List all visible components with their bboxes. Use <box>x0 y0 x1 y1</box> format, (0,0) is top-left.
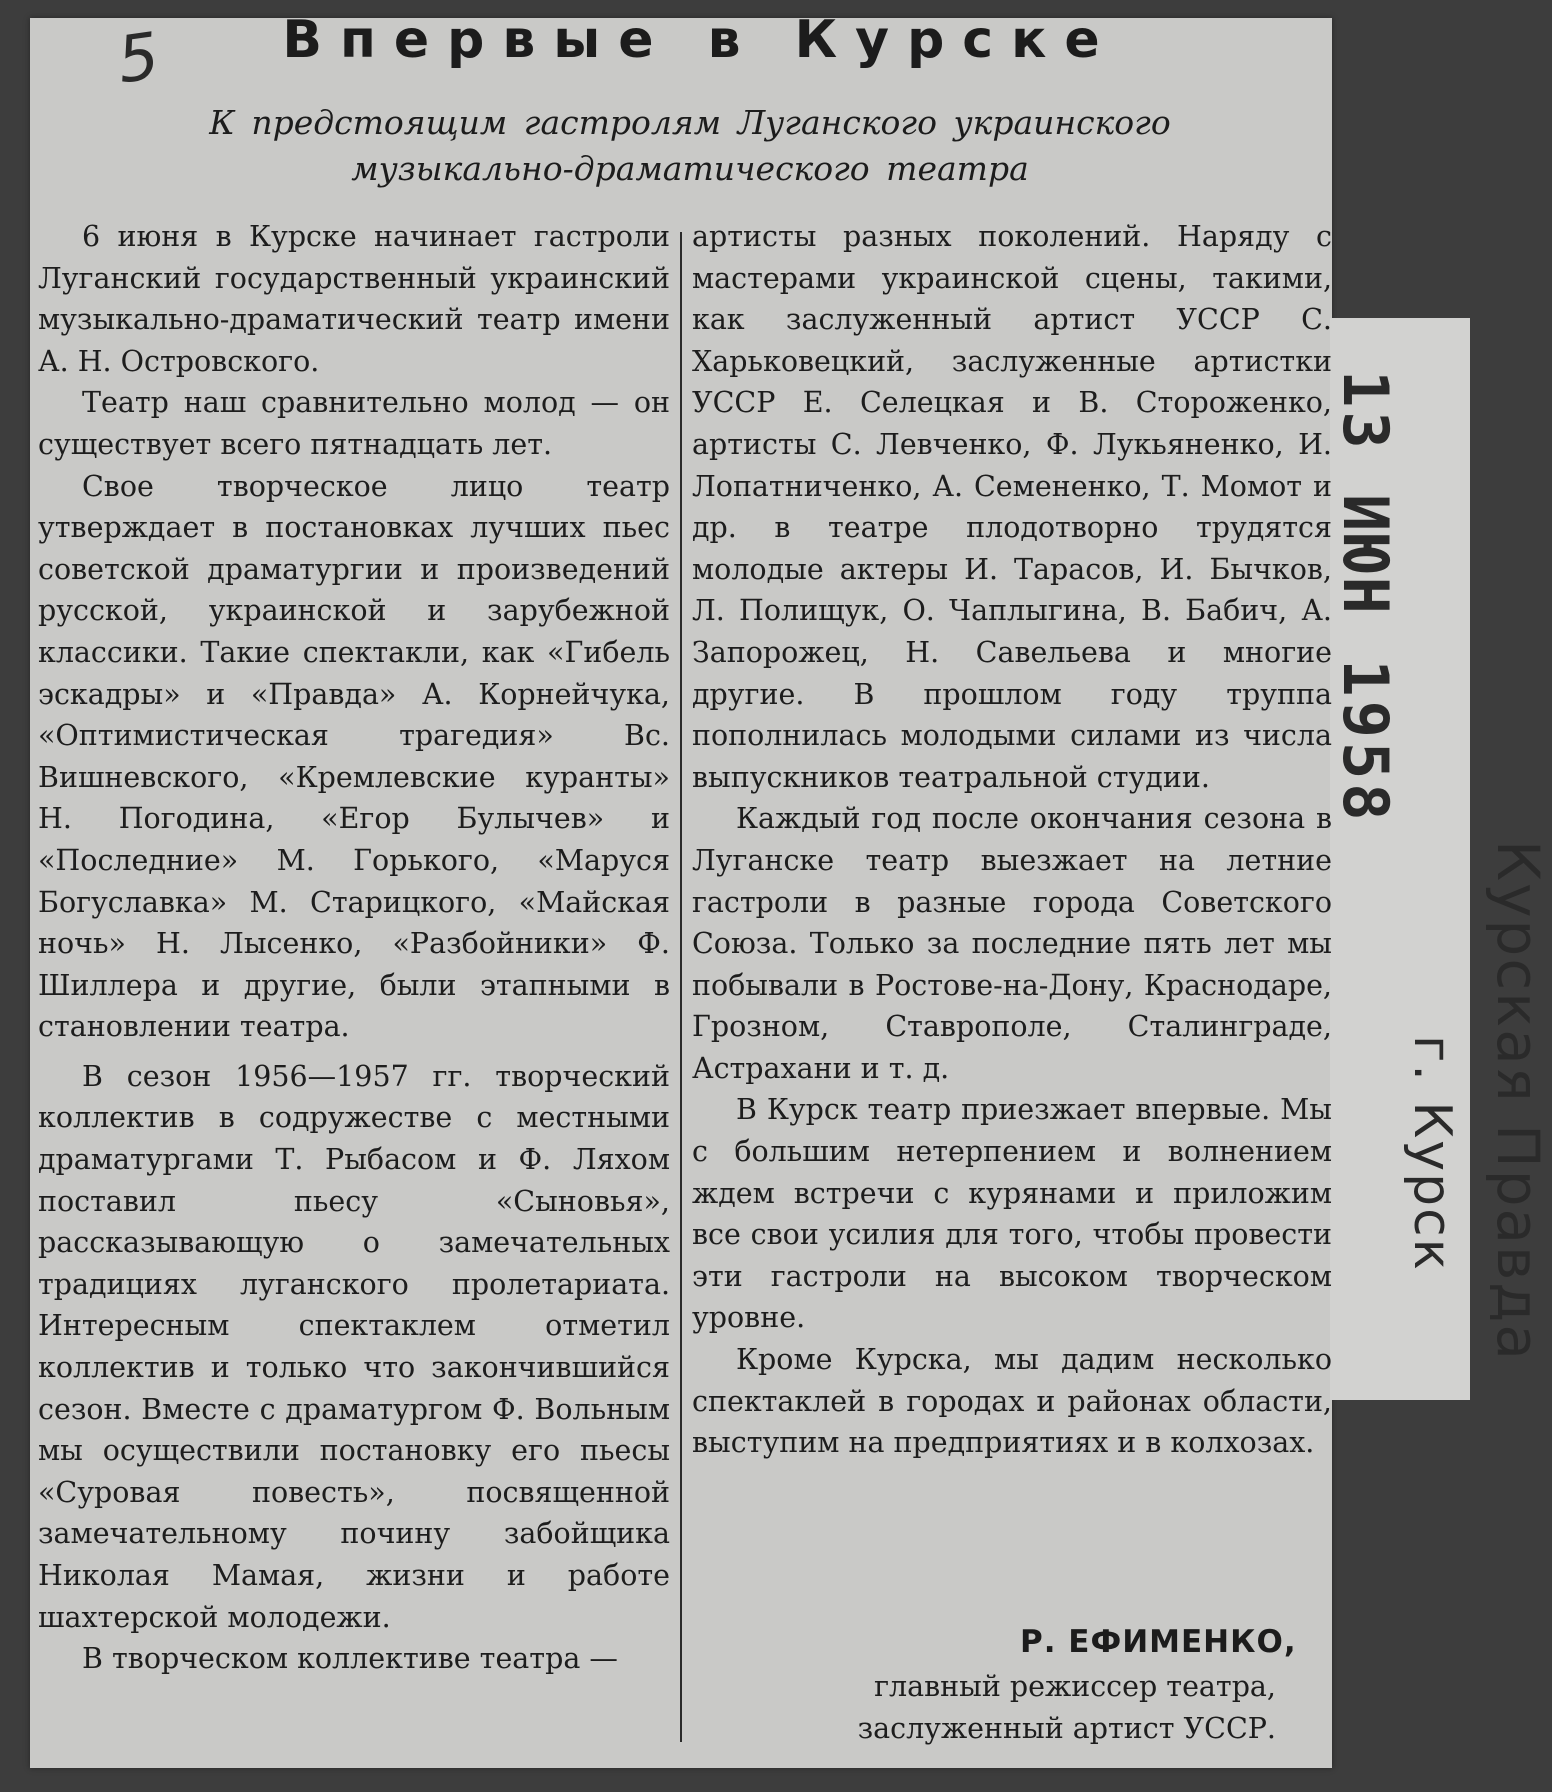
author-role-line-1: главный режиссер театра, <box>874 1670 1276 1703</box>
right-paragraph: Каждый год после окончания сезона в Луганске театр выезжает на летние гастроли в разные города Советского Союза. Только за последние пять лет мы побывали в Ростове-на-Дону, Краснодаре, Грозном, Ставрополе, Сталинграде, Астрахани и т. д. <box>692 802 1332 1085</box>
right-paragraph: Кроме Курска, мы дадим несколько спектаклей в городах и районах области, выступим на предприятиях и в колхозах. <box>692 1343 1332 1460</box>
date-stamp: 13 ИЮН 1958 <box>1329 370 1402 825</box>
right-column <box>692 216 1332 1464</box>
left-column <box>38 216 670 1680</box>
left-paragraph: Свое творческое лицо театр утверждает в постановках лучших пьес советской драматургии и произведений русской, украинской и зарубежной классики. Такие спектакли, как «Гибель эскадры» и «Правда» А. Корнейчука, «Оптимистическая трагедия» Вс. Вишневского, «Кремлевские куранты» Н. Погодина, «Егор Булычев» и «Последние» М. Горького, «Маруся Богуславка» М. Старицкого, «Майская ночь» Н. Лысенко, «Разбойники» Ф. Шиллера и другие, были этапными в становлении театра. <box>38 469 670 1044</box>
column-divider <box>680 232 682 1742</box>
handwritten-page-number: 5 <box>113 19 164 99</box>
city-stamp: г. Курск <box>1402 1035 1462 1273</box>
left-paragraph: В творческом коллективе театра — <box>82 1642 618 1676</box>
author-role-line-2: заслуженный артист УССР. <box>857 1712 1276 1745</box>
newspaper-name-stamp: Курская Правда <box>1484 840 1552 1362</box>
right-paragraph: В Курск театр приезжает впервые. Мы с большим нетерпением и волнением ждем встречи с курянами и приложим все свои усилия для того, чтобы провести эти гастроли на высоком творческом уровне. <box>692 1093 1332 1335</box>
left-paragraph: 6 июня в Курске начинает гастроли Луганский государственный украинский музыкально-драматический театр имени А. Н. Островского. <box>38 220 670 378</box>
left-paragraph: В сезон 1956—1957 гг. творческий коллектив в содружестве с местными драматургами Т. Рыбасом и Ф. Ляхом поставил пьесу «Сыновья», рассказывающую о замечательных традициях луганского пролетариата. Интересным спектаклем отметил коллектив и только что закончившийся сезон. Вместе с драматургом Ф. Вольным мы осуществили постановку его пьесы «Суровая повесть», посвященной замечательному почину забойщика Николая Мамая, жизни и работе шахтерской молодежи. <box>38 1059 670 1634</box>
subheadline-line-1: К предстоящим гастролям Луганского украинского <box>209 103 1171 142</box>
left-paragraph: Театр наш сравнительно молод — он существует всего пятнадцать лет. <box>38 386 670 461</box>
article-subheadline <box>120 100 1260 192</box>
author-signature: Р. ЕФИМЕНКО, <box>1020 1624 1297 1660</box>
right-paragraph: артисты разных поколений. Наряду с мастерами украинской сцены, такими, как заслуженный артист УССР С. Харьковецкий, заслуженные артистки УССР Е. Селецкая и В. Стороженко, артисты С. Левченко, Ф. Лукьяненко, И. Лопатниченко, А. Семененко, Т. Момот и др. в театре плодотворно трудятся молодые актеры И. Тарасов, И. Бычков, Л. Полищук, О. Чаплыгина, В. Бабич, А. Запорожец, Н. Савельева и многие другие. В прошлом году труппа пополнилась молодыми силами из числа выпускников театральной студии. <box>692 220 1332 794</box>
subheadline-line-2: музыкально-драматического театра <box>351 149 1029 188</box>
article-headline: Впервые в Курске <box>282 10 1118 70</box>
